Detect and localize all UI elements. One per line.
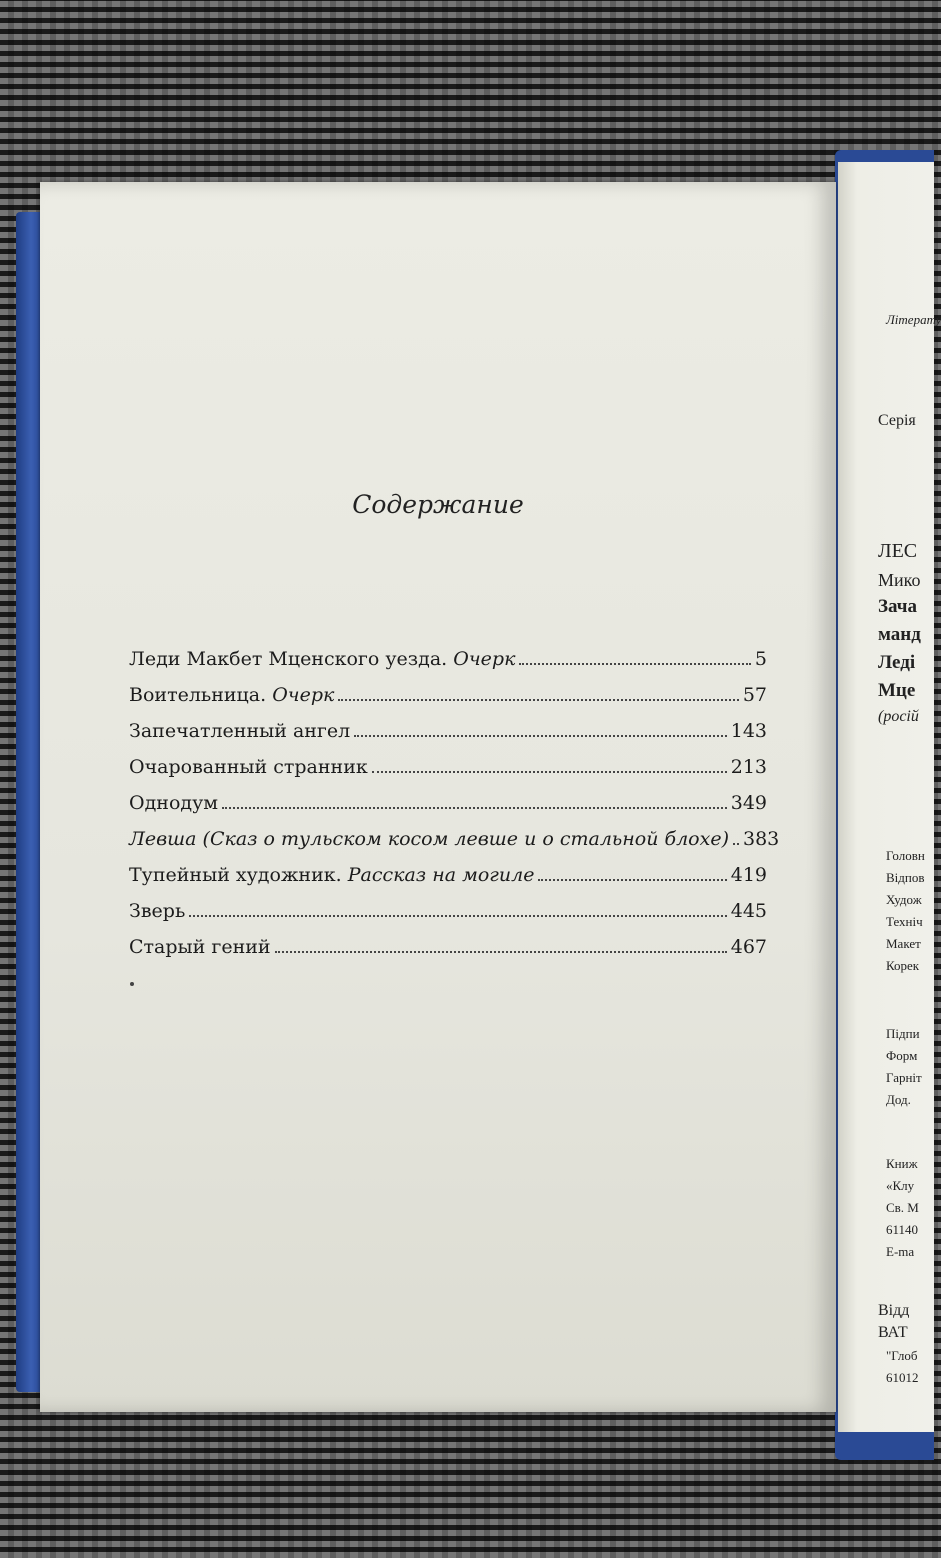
toc-entry-title: Воительница. [129,684,267,706]
right-page-line: «Клу [886,1178,915,1193]
toc-entry [129,864,767,900]
toc-entry-title: Тупейный художник. [129,864,342,886]
right-page-line: ВАТ [878,1324,908,1341]
right-page-partial [838,162,941,1432]
right-page-line: Леді [878,652,916,673]
right-page-line: Макет [886,936,921,951]
right-page-line: Відд [878,1302,910,1319]
leader-dots [338,699,738,701]
toc-entry-page: 143 [730,720,767,742]
toc-entry-page: 57 [742,684,767,706]
right-page-line: 61012 [886,1370,919,1385]
toc-entry-title: Очарованный странник [129,756,368,778]
toc-entry-title: Запечатленный ангел [129,720,351,742]
leader-dots [519,663,750,665]
leader-dots [372,771,727,773]
toc-entry [129,720,767,756]
toc-entry [129,828,780,864]
right-page-line: Дод. [886,1092,911,1107]
print-speck [130,982,134,986]
right-page-line: (росій [878,708,919,725]
toc-entry-subtitle: Рассказ на могиле [347,864,535,886]
toc-entry-title: Левша [129,828,197,850]
toc-entry [129,792,767,828]
right-page-line: Книж [886,1156,918,1171]
leader-dots [733,843,739,845]
right-page-line: манд [878,624,921,645]
leader-dots [275,951,727,953]
left-page [40,182,836,1412]
toc-entry-page: 349 [730,792,767,814]
right-page-line: Гарніт [886,1070,922,1085]
toc-entry-title: Однодум [129,792,219,814]
right-page-line: Техніч [886,914,923,929]
right-page-line: Мце [878,680,916,701]
toc-entry-subtitle: Очерк [272,684,335,706]
toc-entry-subtitle: Очерк [453,648,516,670]
right-page-line: Форм [886,1048,918,1063]
right-page-line: Серія [878,412,916,429]
right-page-line: Худож [886,892,922,907]
toc-entry-title: Зверь [129,900,186,922]
right-page-line: Відпов [886,870,925,885]
right-page-line: Літерату [886,312,941,327]
right-page-line: Корек [886,958,920,973]
leader-dots [222,807,727,809]
leader-dots [354,735,727,737]
toc-list [129,648,780,972]
toc-entry [129,936,767,972]
toc-entry-page: 213 [730,756,767,778]
toc-entry-page: 445 [730,900,767,922]
toc-entry [129,756,767,792]
toc-entry-page: 383 [743,828,780,850]
leader-dots [538,879,726,881]
right-page-line: E-ma [886,1244,915,1259]
toc-entry-page: 467 [730,936,767,958]
toc-entry-title: Леди Макбет Мценского уезда. [129,648,448,670]
right-page-line: Підпи [886,1026,920,1041]
toc-entry [129,684,767,720]
leader-dots [189,915,726,917]
toc-entry-page: 5 [754,648,767,670]
toc-entry-subtitle: (Сказ о тульском косом левше и о стальной блохе) [202,828,729,850]
right-page-line: Св. М [886,1200,919,1215]
right-page-line: "Глоб [886,1348,918,1363]
right-page-line: 61140 [886,1222,919,1237]
right-page-line: Головн [886,848,925,863]
toc-entry-title: Старый гений [129,936,271,958]
right-page-line: ЛЕС [878,540,918,562]
right-page-line: Мико [878,570,921,590]
right-page-line: Зача [878,596,917,617]
toc-entry [129,900,767,936]
toc-entry [129,648,767,684]
toc-entry-page: 419 [730,864,767,886]
toc-title: Содержание [352,490,524,519]
